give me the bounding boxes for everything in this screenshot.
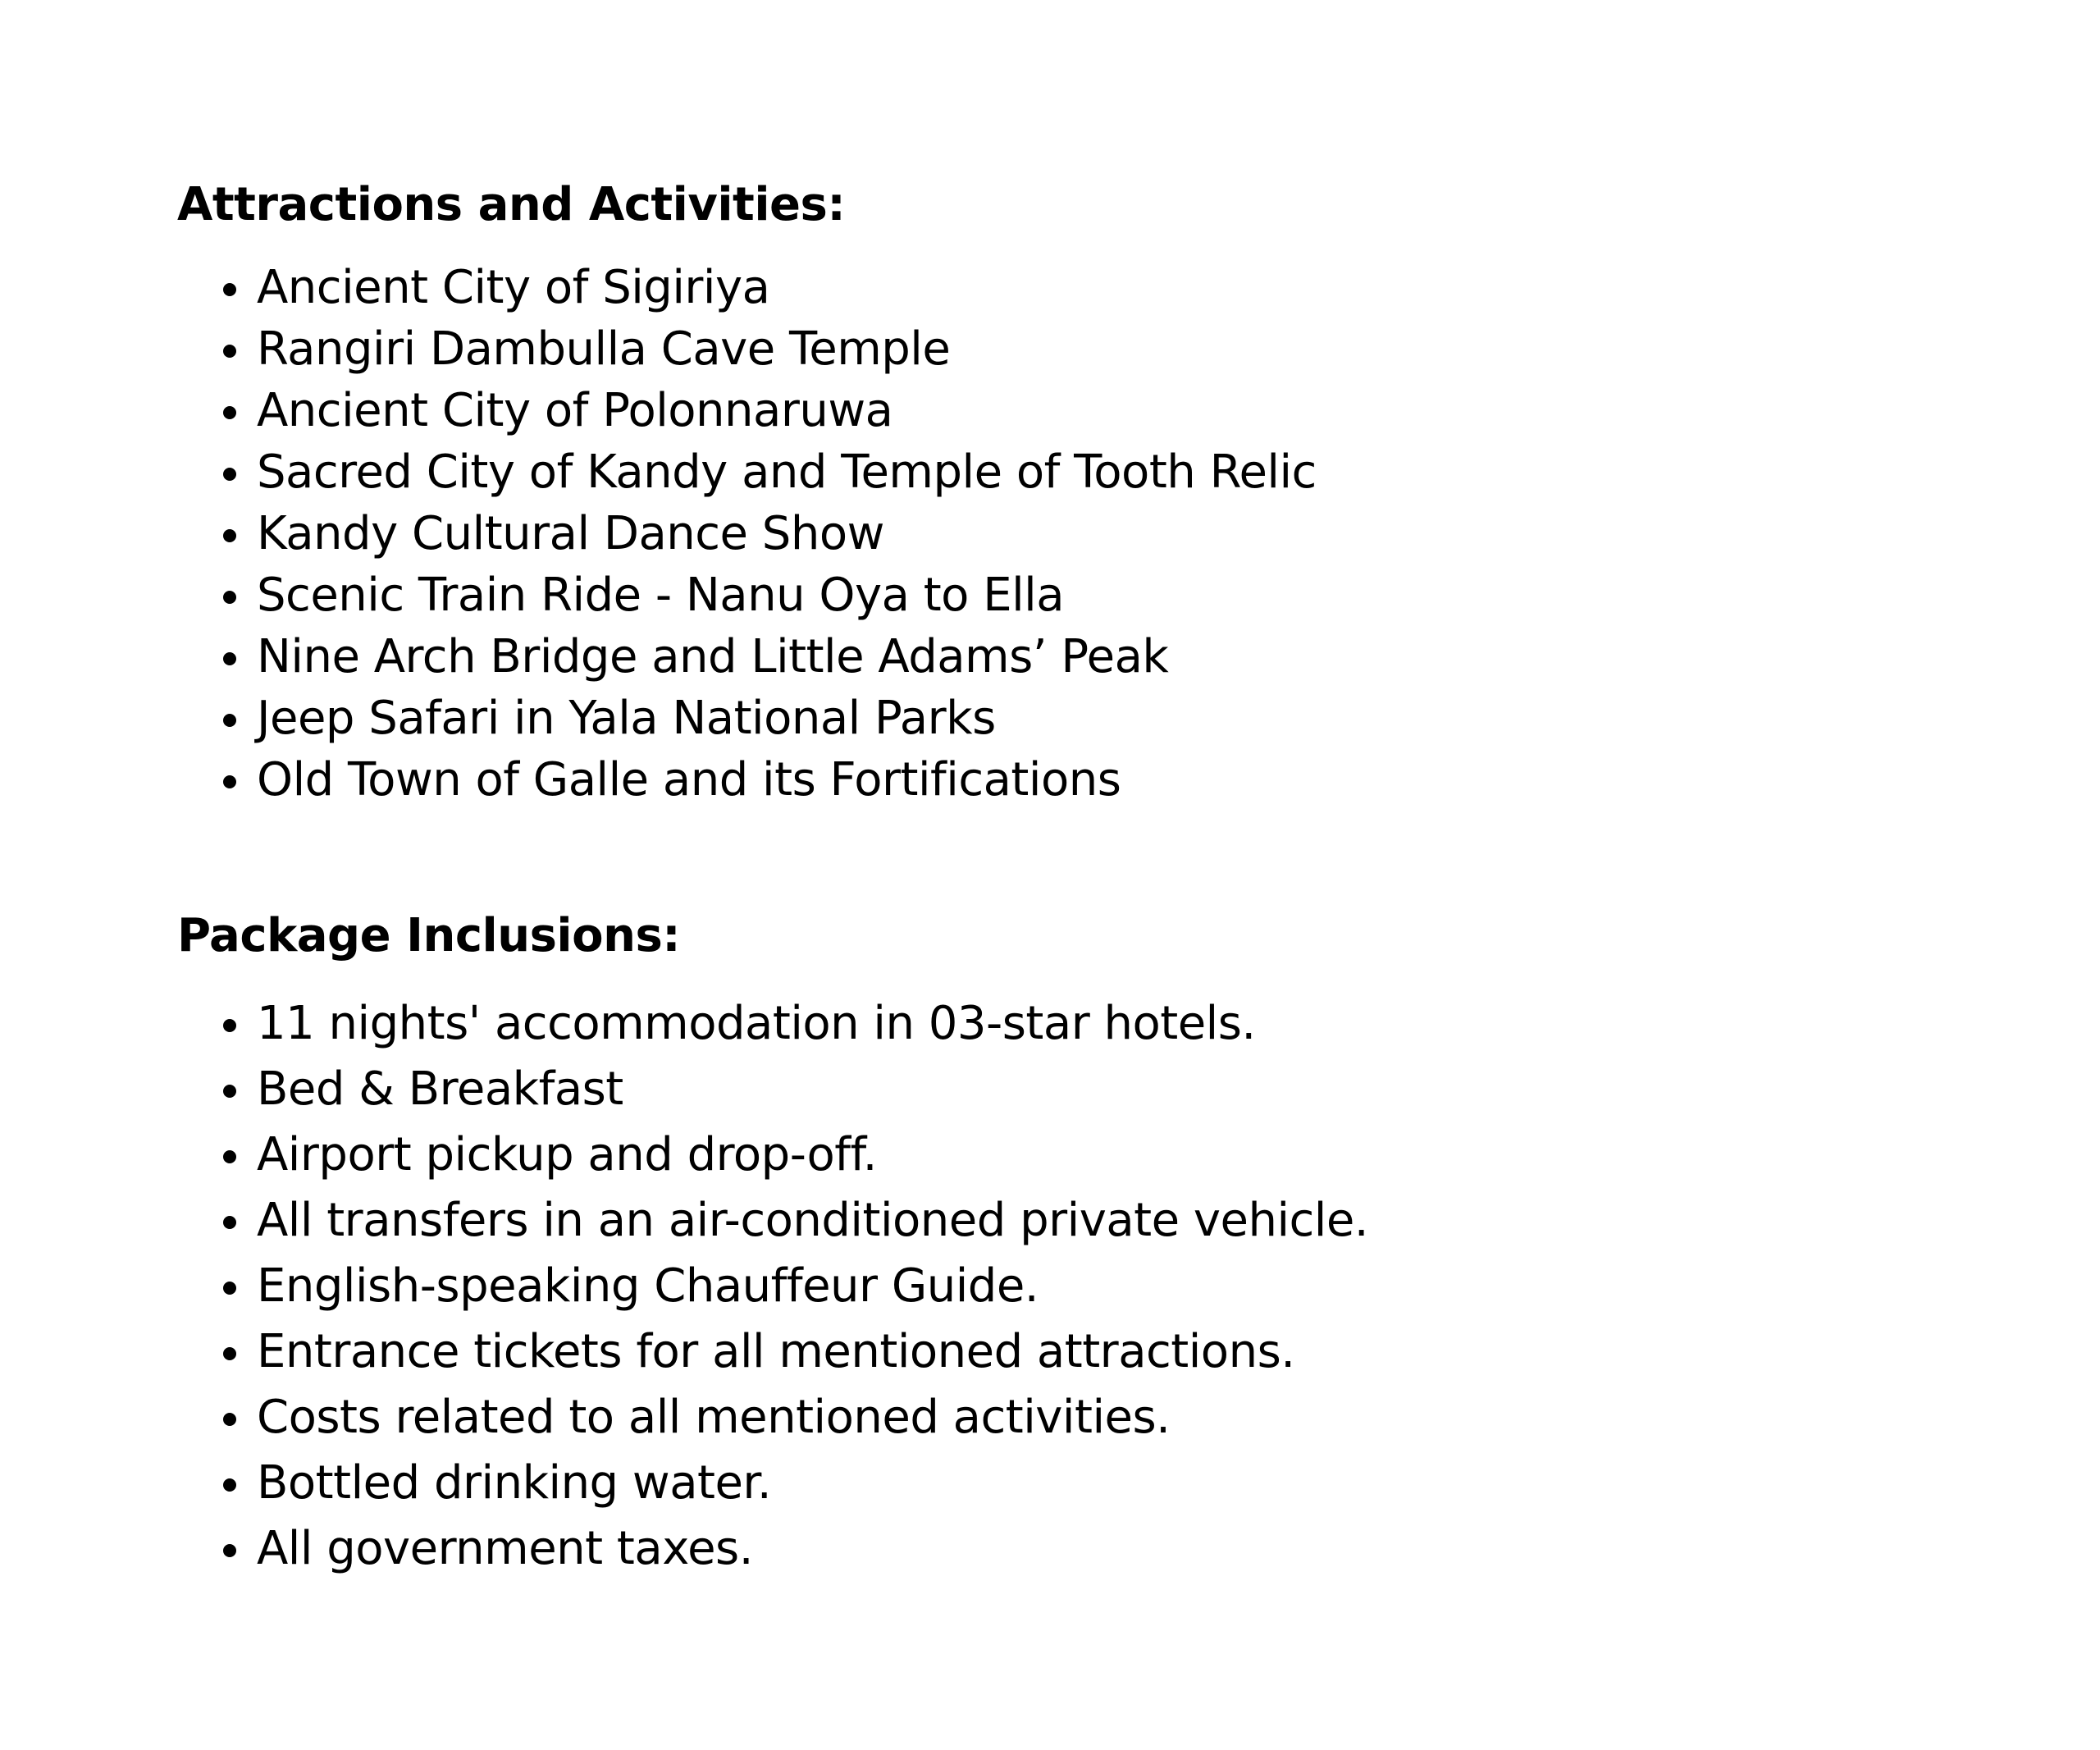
list-item-text: 11 nights' accommodation in 03-star hotels. [257,997,1256,1050]
bullet-icon [223,1347,236,1360]
bullet-icon [223,1085,236,1098]
inclusions-section [177,899,1982,1582]
inclusions-list [177,991,1982,1582]
list-item [177,1254,1982,1319]
list-item-text: All transfers in an air-conditioned private vehicle. [257,1194,1369,1247]
attractions-section [177,168,1982,811]
list-item-text: Bed & Breakfast [257,1062,623,1116]
list-item [177,688,1982,749]
bullet-icon [223,1216,236,1229]
bullet-icon [223,529,236,542]
bullet-icon [223,1150,236,1163]
list-item [177,1319,1982,1385]
bullet-icon [223,1019,236,1032]
list-item [177,1057,1982,1122]
list-item [177,1122,1982,1188]
list-item [177,749,1982,811]
list-item [177,318,1982,380]
list-item-text: All government taxes. [257,1522,754,1575]
list-item-text: Entrance tickets for all mentioned attractions. [257,1325,1295,1378]
bullet-icon [223,652,236,665]
list-item-text: Kandy Cultural Dance Show [257,507,884,560]
list-item-text: Nine Arch Bridge and Little Adams’ Peak [257,630,1169,683]
attractions-heading: Attractions and Activities: [177,178,846,231]
list-item [177,1516,1982,1582]
bullet-icon [223,406,236,419]
list-item-text: English-speaking Chauffeur Guide. [257,1259,1039,1313]
list-item [177,257,1982,318]
attractions-list [177,257,1982,811]
bullet-icon [223,345,236,358]
bullet-icon [223,591,236,604]
bullet-icon [223,1544,236,1557]
list-item [177,1188,1982,1254]
list-item-text: Rangiri Dambulla Cave Temple [257,322,951,376]
list-item-text: Bottled drinking water. [257,1456,772,1510]
list-item-text: Sacred City of Kandy and Temple of Tooth Relic [257,445,1317,499]
bullet-icon [223,1282,236,1295]
bullet-icon [223,1478,236,1492]
list-item-text: Airport pickup and drop-off. [257,1128,877,1181]
list-item-text: Scenic Train Ride - Nanu Oya to Ella [257,569,1065,622]
list-item [177,380,1982,441]
list-item [177,441,1982,503]
list-item [177,991,1982,1057]
inclusions-heading: Package Inclusions: [177,909,681,962]
list-item-text: Costs related to all mentioned activities. [257,1391,1171,1444]
bullet-icon [223,775,236,788]
bullet-icon [223,468,236,481]
bullet-icon [223,283,236,296]
list-item [177,1451,1982,1516]
list-item-text: Old Town of Galle and its Fortifications [257,753,1121,806]
list-item [177,564,1982,626]
list-item-text: Ancient City of Sigiriya [257,261,770,314]
list-item [177,626,1982,688]
list-item [177,503,1982,564]
bullet-icon [223,714,236,727]
list-item [177,1385,1982,1451]
bullet-icon [223,1413,236,1426]
list-item-text: Jeep Safari in Yala National Parks [257,692,996,745]
list-item-text: Ancient City of Polonnaruwa [257,384,893,437]
